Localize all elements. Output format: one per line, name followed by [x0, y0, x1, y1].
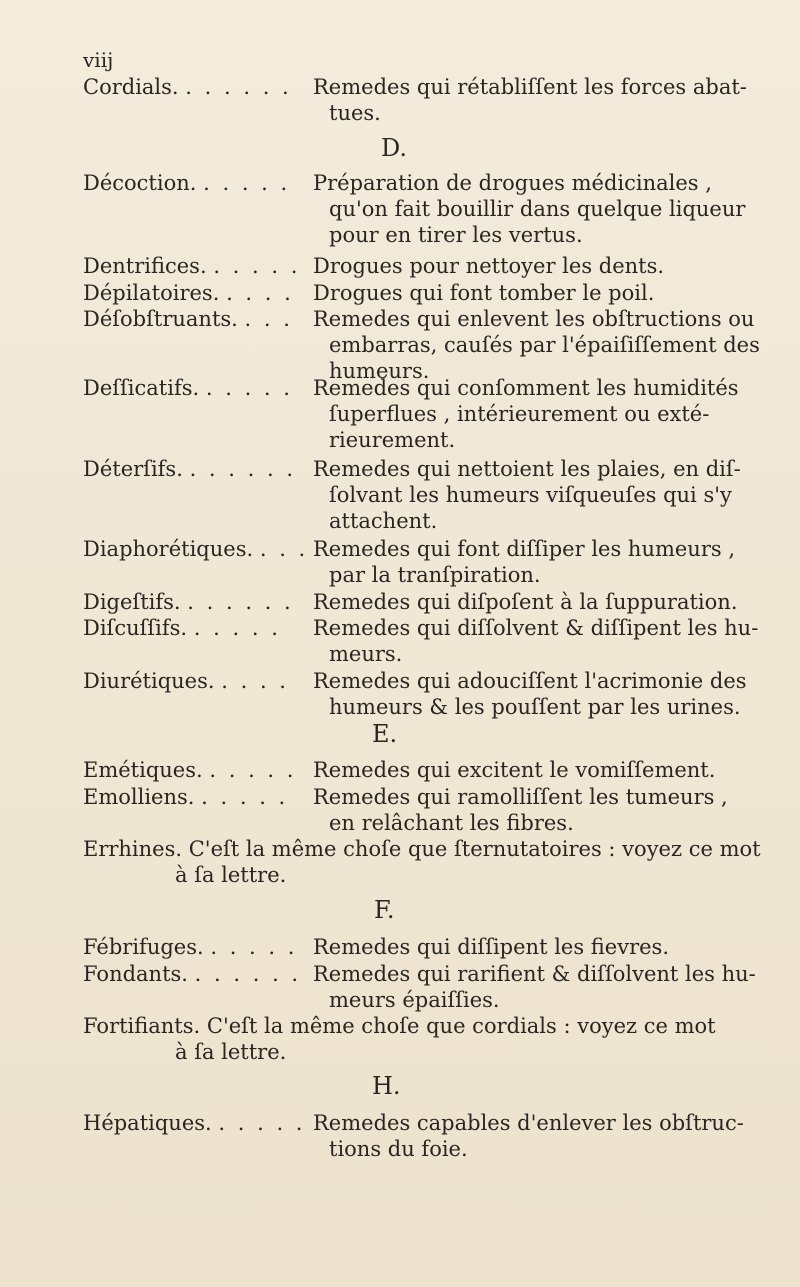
definition-line: Remedes qui adouciſſent l'acrimonie des [313, 669, 747, 693]
entry-term: Déterſifs. [83, 457, 183, 481]
entry-emetiques [83, 757, 763, 783]
entry-term: Dépilatoires. [83, 281, 220, 305]
entry-decoction [83, 170, 763, 248]
entry-diuretiques [83, 668, 763, 720]
definition-line: humeurs. [329, 359, 430, 383]
entry-term: Déſobſtruants. [83, 307, 238, 331]
leader-dots: . . . . . [201, 785, 289, 809]
entry-term: Diaphorétiques. [83, 537, 254, 561]
entry-term: Décoction. [83, 171, 197, 195]
definition-line: Remedes qui rarifient & diſſolvent les hu- [313, 962, 756, 986]
definition-line: tues. [329, 101, 381, 125]
entry-term: Hépatiques. [83, 1111, 212, 1135]
definition-line: Remedes qui diſſipent les fievres. [313, 935, 670, 959]
entry-emolliens [83, 784, 763, 836]
entry-term: Emétiques. [83, 758, 203, 782]
leader-dots: . . . . . . [194, 962, 302, 986]
entry-fondants [83, 961, 763, 1013]
leader-dots: . . . . . [213, 254, 301, 278]
entry-term: Fondants. [83, 962, 188, 986]
definition-line: attachent. [329, 509, 438, 533]
definition-line: Remedes qui enlevent les obſtructions ou [313, 307, 755, 331]
page-number: viij [83, 48, 114, 72]
leader-dots: . . . [259, 537, 309, 561]
entry-term: Cordials. [83, 75, 179, 99]
definition-line: Drogues qui font tomber le poil. [313, 281, 655, 305]
definition-line: Remedes qui font diſſiper les humeurs , [313, 537, 735, 561]
definition-line: Remedes qui diſſolvent & diſſipent les hu- [313, 616, 759, 640]
leader-dots: . . . . . [209, 758, 297, 782]
entry-dentrifices [83, 253, 763, 279]
definition-line: en relâchant les fibres. [329, 811, 574, 835]
leader-dots: . . . . . . [187, 590, 294, 614]
definition-line: embarras, cauſés par l'épaiſiſſement des [329, 333, 760, 357]
leader-dots: . . . . [226, 281, 294, 305]
entry-term: Deſſicatifs. [83, 376, 200, 400]
paragraph-line: à ſa lettre. [175, 1040, 287, 1064]
definition-line: pour en tirer les vertus. [329, 223, 583, 247]
entry-cordials [83, 74, 763, 126]
leader-dots: . . . . . [193, 616, 281, 640]
entry-depilatoires [83, 280, 763, 306]
leader-dots: . . . . . [218, 1111, 306, 1135]
leader-dots: . . . [244, 307, 293, 331]
definition-line: Remedes qui rétabliſſent les forces abat- [313, 75, 747, 99]
definition-line: Remedes qui ramolliſſent les tumeurs , [313, 785, 728, 809]
definition-line: Remedes qui nettoient les plaies, en diſ- [313, 457, 741, 481]
definition-line: meurs. [329, 642, 403, 666]
definition-line: Drogues pour nettoyer les dents. [313, 254, 665, 278]
definition-line: rieurement. [329, 428, 456, 452]
definition-line: Remedes qui conſomment les humidités [313, 376, 739, 400]
entry-digestifs [83, 589, 763, 615]
section-letter-h: H. [372, 1072, 401, 1100]
entry-term: Emolliens. [83, 785, 195, 809]
definition-line: meurs épaiſſies. [329, 988, 500, 1012]
entry-hepatiques [83, 1110, 763, 1162]
definition-line: Remedes capables d'enlever les obſtruc- [313, 1111, 744, 1135]
definition-line: humeurs & les pouſſent par les urines. [329, 695, 741, 719]
entry-diaphoretiques [83, 536, 763, 588]
entry-errhines [83, 836, 763, 888]
definition-line: par la tranſpiration. [329, 563, 541, 587]
definition-line: ſolvant les humeurs viſqueuſes qui s'y [329, 483, 732, 507]
entry-desobstruants [83, 306, 763, 384]
section-letter-e: E. [372, 720, 398, 748]
leader-dots: . . . . . . [185, 75, 292, 99]
definition-line: tions du foie. [329, 1137, 468, 1161]
leader-dots: . . . . . [203, 171, 291, 195]
section-letter-f: F. [374, 896, 395, 924]
entry-term: Diurétiques. [83, 669, 215, 693]
paragraph-line: à ſa lettre. [175, 863, 287, 887]
definition-line: Préparation de drogues médicinales , [313, 171, 712, 195]
paragraph-line: Fortifiants. C'eſt la même choſe que cordials : voyez ce mot [83, 1014, 716, 1038]
definition-line: qu'on fait bouillir dans quelque liqueur [329, 197, 746, 221]
entry-fortifiants [83, 1013, 763, 1065]
entry-term: Diſcuſſifs. [83, 616, 188, 640]
entry-febrifuges [83, 934, 763, 960]
leader-dots: . . . . . [210, 935, 298, 959]
entry-detersifs [83, 456, 763, 534]
entry-dessicatifs [83, 375, 763, 453]
leader-dots: . . . . . [205, 376, 293, 400]
leader-dots: . . . . [221, 669, 289, 693]
definition-line: ſuperflues , intérieurement ou exté- [329, 402, 710, 426]
paragraph-line: Errhines. C'eſt la même choſe que ſternutatoires : voyez ce mot [83, 837, 761, 861]
definition-line: Remedes qui diſpoſent à la ſuppuration. [313, 590, 738, 614]
entry-term: Dentrifices. [83, 254, 207, 278]
entry-term: Digeſtifs. [83, 590, 181, 614]
leader-dots: . . . . . . [189, 457, 297, 481]
definition-line: Remedes qui excitent le vomiſſement. [313, 758, 716, 782]
entry-term: Fébrifuges. [83, 935, 204, 959]
entry-discussifs [83, 615, 763, 667]
section-letter-d: D. [381, 134, 408, 162]
